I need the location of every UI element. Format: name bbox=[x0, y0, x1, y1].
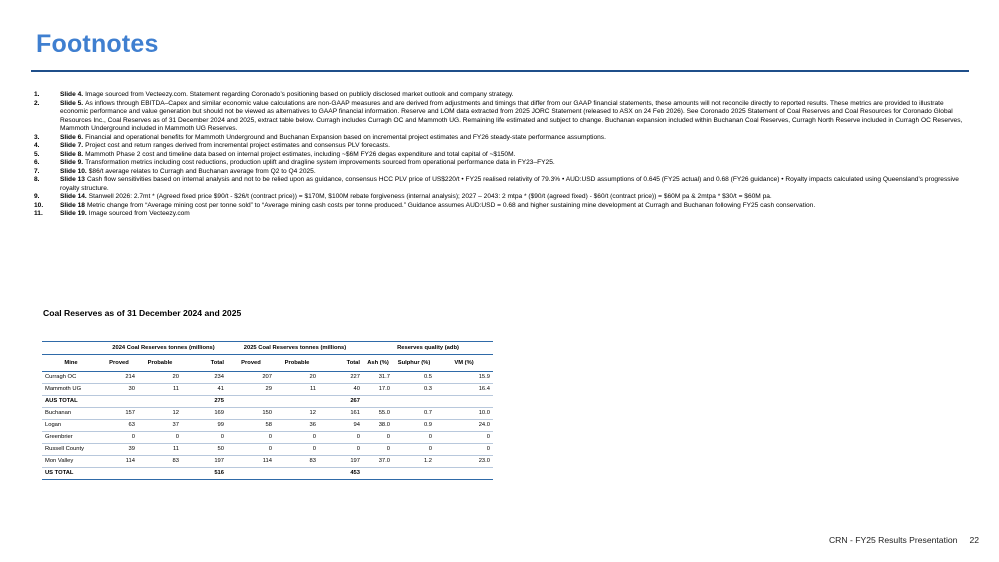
table-cell: 16.4 bbox=[435, 384, 493, 396]
table-cell bbox=[363, 468, 393, 480]
table-row bbox=[42, 384, 493, 396]
table-cell bbox=[227, 396, 275, 408]
table-total-row bbox=[42, 396, 493, 408]
footnote-number: 9. bbox=[34, 193, 40, 200]
table-cell: 114 bbox=[100, 456, 138, 468]
footnote-number: 3. bbox=[34, 133, 40, 141]
table-cell: 197 bbox=[319, 456, 363, 468]
table-cell: 36 bbox=[275, 420, 319, 432]
footnotes-list bbox=[34, 91, 968, 219]
footnote-slide-ref: Slide 7. bbox=[60, 142, 84, 149]
table-cell: 0 bbox=[393, 432, 435, 444]
table-cell bbox=[435, 468, 493, 480]
table-cell: 83 bbox=[138, 456, 182, 468]
table-cell: 197 bbox=[182, 456, 227, 468]
table-total-row bbox=[42, 468, 493, 480]
table-cell: 0 bbox=[363, 444, 393, 456]
column-header-total-2025: Total bbox=[319, 355, 363, 372]
table-cell: 83 bbox=[275, 456, 319, 468]
table-row bbox=[42, 420, 493, 432]
footnote-slide-ref: Slide 6. bbox=[60, 133, 84, 141]
footnote-item bbox=[34, 100, 968, 134]
page-title: Footnotes bbox=[36, 30, 159, 58]
footnote-item bbox=[34, 91, 968, 100]
table-cell: 20 bbox=[138, 372, 182, 384]
table-cell: 58 bbox=[227, 420, 275, 432]
table-cell: 0 bbox=[100, 432, 138, 444]
table-cell: 214 bbox=[100, 372, 138, 384]
footnote-text: Metric change from “Average mining cost per tonne sold” to “Average mining cash costs per tonne produced.” Guidance assumes AUD:USD = 0.68 and higher sustaining mine development at Curragh and Buchanan following FY25 cash conservation. bbox=[86, 201, 816, 209]
mine-name-cell: Mammoth UG bbox=[42, 384, 100, 396]
table-group-header-row bbox=[42, 342, 493, 355]
table-cell: 0.7 bbox=[393, 408, 435, 420]
footnote-item bbox=[34, 159, 968, 168]
table-column-header-row bbox=[42, 355, 493, 372]
table-cell: 0 bbox=[227, 432, 275, 444]
table-row bbox=[42, 456, 493, 468]
table-cell: 0 bbox=[435, 444, 493, 456]
footnote-number: 6. bbox=[34, 159, 40, 166]
table-cell: 11 bbox=[138, 384, 182, 396]
table-cell: 0 bbox=[182, 432, 227, 444]
page-number: 22 bbox=[969, 535, 979, 545]
mine-name-cell: Curragh OC bbox=[42, 372, 100, 384]
footer-label: CRN - FY25 Results Presentation bbox=[828, 535, 958, 545]
footnote-slide-ref: Slide 19. bbox=[60, 210, 87, 217]
footnote-number: 11. bbox=[34, 210, 43, 217]
table-cell: 275 bbox=[182, 396, 227, 408]
table-cell: 0 bbox=[435, 432, 493, 444]
footnote-number: 8. bbox=[34, 176, 40, 183]
table-cell: 169 bbox=[182, 408, 227, 420]
slide-footer bbox=[829, 535, 979, 545]
table-cell: 41 bbox=[182, 384, 227, 396]
coal-reserves-table bbox=[42, 341, 493, 480]
column-header-mine: Mine bbox=[42, 355, 100, 372]
table-cell: 31.7 bbox=[363, 372, 393, 384]
footnote-text: As inflows through EBITDA–Capex and similar economic value calculations are non-GAAP measures and are derived from adjustments and timings that differ from our GAAP financial statements, these amounts will not reconcile directly to reported results. These metrics are provided to illustrate economic performance and value generation but should not be viewed as alternatives to GAAP financial information. Reserve and LOM data extracted from 2025 JORC Statement (released to ASX on 24 Feb 2026). See Coronado 2025 Statement of Coal Reserves and Coal Resources for Coronado Global Resources Inc., Coal Reserves as of 31 December 2024 and 2025, extract table below. Curragh includes Curragh OC and Mammoth UG. Remaining life estimated and subject to change. Buchanan expansion included within Buchanan Coal Reserves, Curragh North Reserve included in Curragh OC Reserves, Mammoth Underground included in Mammoth UG Reserves. bbox=[60, 99, 963, 132]
footnote-item bbox=[34, 193, 968, 202]
table-cell: 24.0 bbox=[435, 420, 493, 432]
footnote-text: Cash flow sensitivities based on internal analysis and not to be relied upon as guidance, consensus HCC PLV price of US$220/t • FY25 realised relativity of 79.3% • AUD:USD assumptions of 0.645 (FY25 actual) and 0.68 (FY26 guidance) • Royalty impacts calculated using Queensland’s progressive royalty structure. bbox=[60, 176, 959, 192]
footnote-slide-ref: Slide 8. bbox=[60, 150, 84, 158]
group-header-2024: 2024 Coal Reserves tonnes (millions) bbox=[100, 342, 227, 355]
mine-name-cell: AUS TOTAL bbox=[42, 396, 100, 408]
footnote-text: Financial and operational benefits for Mammoth Underground and Buchanan Expansion based on incremental project estimates and FY26 steady-state performance assumptions. bbox=[85, 133, 606, 141]
footnote-text: Image sourced from Vecteezy.com bbox=[88, 210, 190, 217]
column-header-total-2024: Total bbox=[182, 355, 227, 372]
table-cell: 207 bbox=[227, 372, 275, 384]
table-cell: 0 bbox=[393, 444, 435, 456]
column-header-sulphur: Sulphur (%) bbox=[393, 355, 435, 372]
table-cell: 38.0 bbox=[363, 420, 393, 432]
table-cell: 0.3 bbox=[393, 384, 435, 396]
table-cell bbox=[363, 396, 393, 408]
table-cell: 1.2 bbox=[393, 456, 435, 468]
column-header-ash: Ash (%) bbox=[363, 355, 393, 372]
table-cell bbox=[100, 396, 138, 408]
footnote-text: Mammoth Phase 2 cost and timeline data based on internal project estimates, including ~$6M FY26 degas expenditure and total capital of ~$150M. bbox=[85, 150, 516, 158]
table-cell: 0 bbox=[138, 432, 182, 444]
footnote-slide-ref: Slide 10. bbox=[60, 167, 87, 175]
footnote-item bbox=[34, 168, 968, 177]
footnote-number: 10. bbox=[34, 201, 44, 209]
table-cell bbox=[138, 468, 182, 480]
table-cell: 94 bbox=[319, 420, 363, 432]
column-header-vm: VM (%) bbox=[435, 355, 493, 372]
table-cell bbox=[275, 468, 319, 480]
footnote-item bbox=[34, 142, 968, 151]
group-header-spacer bbox=[42, 342, 100, 355]
table-cell bbox=[100, 468, 138, 480]
table-cell: 40 bbox=[319, 384, 363, 396]
column-header-probable-2025: Probable bbox=[275, 355, 319, 372]
footnote-item bbox=[34, 134, 968, 143]
table-cell: 63 bbox=[100, 420, 138, 432]
footnote-text: Transformation metrics including cost reductions, production uplift and dragline system improvements sourced from operational performance data in FY23–FY25. bbox=[85, 159, 555, 166]
table-cell: 157 bbox=[100, 408, 138, 420]
table-cell: 0.5 bbox=[393, 372, 435, 384]
footnote-number: 2. bbox=[34, 99, 40, 107]
footnote-slide-ref: Slide 4. bbox=[60, 91, 84, 98]
table-cell: 23.0 bbox=[435, 456, 493, 468]
footnote-text: Project cost and return ranges derived from incremental project estimates and consensus PLV forecasts. bbox=[85, 142, 390, 149]
table-cell: 114 bbox=[227, 456, 275, 468]
table-cell bbox=[393, 468, 435, 480]
table-cell bbox=[393, 396, 435, 408]
table-cell: 0 bbox=[363, 432, 393, 444]
table-cell: 10.0 bbox=[435, 408, 493, 420]
table-cell: 39 bbox=[100, 444, 138, 456]
column-header-proved-2024: Proved bbox=[100, 355, 138, 372]
table-cell: 0.9 bbox=[393, 420, 435, 432]
table-cell: 37 bbox=[138, 420, 182, 432]
table-cell: 11 bbox=[275, 384, 319, 396]
column-header-probable-2024: Probable bbox=[138, 355, 182, 372]
group-header-quality: Reserves quality (adb) bbox=[363, 342, 493, 355]
table-cell: 17.0 bbox=[363, 384, 393, 396]
table-cell: 50 bbox=[182, 444, 227, 456]
footnote-slide-ref: Slide 9. bbox=[60, 159, 84, 166]
table-cell: 0 bbox=[227, 444, 275, 456]
table-cell: 453 bbox=[319, 468, 363, 480]
mine-name-cell: Buchanan bbox=[42, 408, 100, 420]
table-cell bbox=[435, 396, 493, 408]
footnote-item bbox=[34, 210, 968, 219]
table-cell: 0 bbox=[275, 444, 319, 456]
footnote-number: 5. bbox=[34, 150, 40, 158]
table-cell: 227 bbox=[319, 372, 363, 384]
footnote-slide-ref: Slide 14. bbox=[60, 193, 87, 200]
footnote-slide-ref: Slide 13 bbox=[60, 176, 85, 183]
table-cell: 20 bbox=[275, 372, 319, 384]
footnote-text: Stanwell 2026: 2.7mt * (Agreed fixed price $90/t - $26/t (contract price)) = $170M, $100M rebate forgiveness (internal analysis); 2027 – 2043: 2 mtpa * ($90/t (agreed fixed) - $60/t (contract price)) = $60M pa & 2mtpa * $30/t = $60M pa. bbox=[88, 193, 772, 200]
mine-name-cell: Russell County bbox=[42, 444, 100, 456]
table-cell: 99 bbox=[182, 420, 227, 432]
table-cell: 29 bbox=[227, 384, 275, 396]
mine-name-cell: Logan bbox=[42, 420, 100, 432]
table-cell: 0 bbox=[275, 432, 319, 444]
table-cell: 234 bbox=[182, 372, 227, 384]
table-cell: 161 bbox=[319, 408, 363, 420]
footnote-number: 1. bbox=[34, 91, 40, 98]
footnote-number: 7. bbox=[34, 167, 40, 175]
table-row bbox=[42, 372, 493, 384]
table-row bbox=[42, 408, 493, 420]
table-cell: 267 bbox=[319, 396, 363, 408]
reserves-table-title: Coal Reserves as of 31 December 2024 and 2025 bbox=[43, 308, 242, 318]
table-cell: 12 bbox=[275, 408, 319, 420]
table-cell: 0 bbox=[319, 432, 363, 444]
column-header-proved-2025: Proved bbox=[227, 355, 275, 372]
footnote-text: Image sourced from Vecteezy.com. Statement regarding Coronado’s positioning based on publicly disclosed market outlook and company strategy. bbox=[85, 91, 514, 98]
footnote-item bbox=[34, 176, 968, 193]
table-row bbox=[42, 444, 493, 456]
table-cell: 30 bbox=[100, 384, 138, 396]
table-row bbox=[42, 432, 493, 444]
footnote-slide-ref: Slide 5. bbox=[60, 99, 84, 107]
table-cell bbox=[138, 396, 182, 408]
table-cell: 11 bbox=[138, 444, 182, 456]
table-body bbox=[42, 372, 493, 480]
table-cell: 516 bbox=[182, 468, 227, 480]
table-cell: 150 bbox=[227, 408, 275, 420]
table-cell: 37.0 bbox=[363, 456, 393, 468]
mine-name-cell: Mon Valley bbox=[42, 456, 100, 468]
mine-name-cell: Greenbrier bbox=[42, 432, 100, 444]
table-cell bbox=[227, 468, 275, 480]
table-cell bbox=[275, 396, 319, 408]
footnote-slide-ref: Slide 18 bbox=[60, 201, 85, 209]
table-cell: 15.9 bbox=[435, 372, 493, 384]
title-divider bbox=[31, 70, 969, 72]
footnote-text: $86/t average relates to Curragh and Buchanan average from Q2 to Q4 2025. bbox=[88, 167, 316, 175]
mine-name-cell: US TOTAL bbox=[42, 468, 100, 480]
footnote-number: 4. bbox=[34, 142, 40, 149]
table-cell: 55.0 bbox=[363, 408, 393, 420]
group-header-2025: 2025 Coal Reserves tonnes (millions) bbox=[227, 342, 363, 355]
table-cell: 12 bbox=[138, 408, 182, 420]
footnote-item bbox=[34, 202, 968, 211]
table-cell: 0 bbox=[319, 444, 363, 456]
footnote-item bbox=[34, 151, 968, 160]
